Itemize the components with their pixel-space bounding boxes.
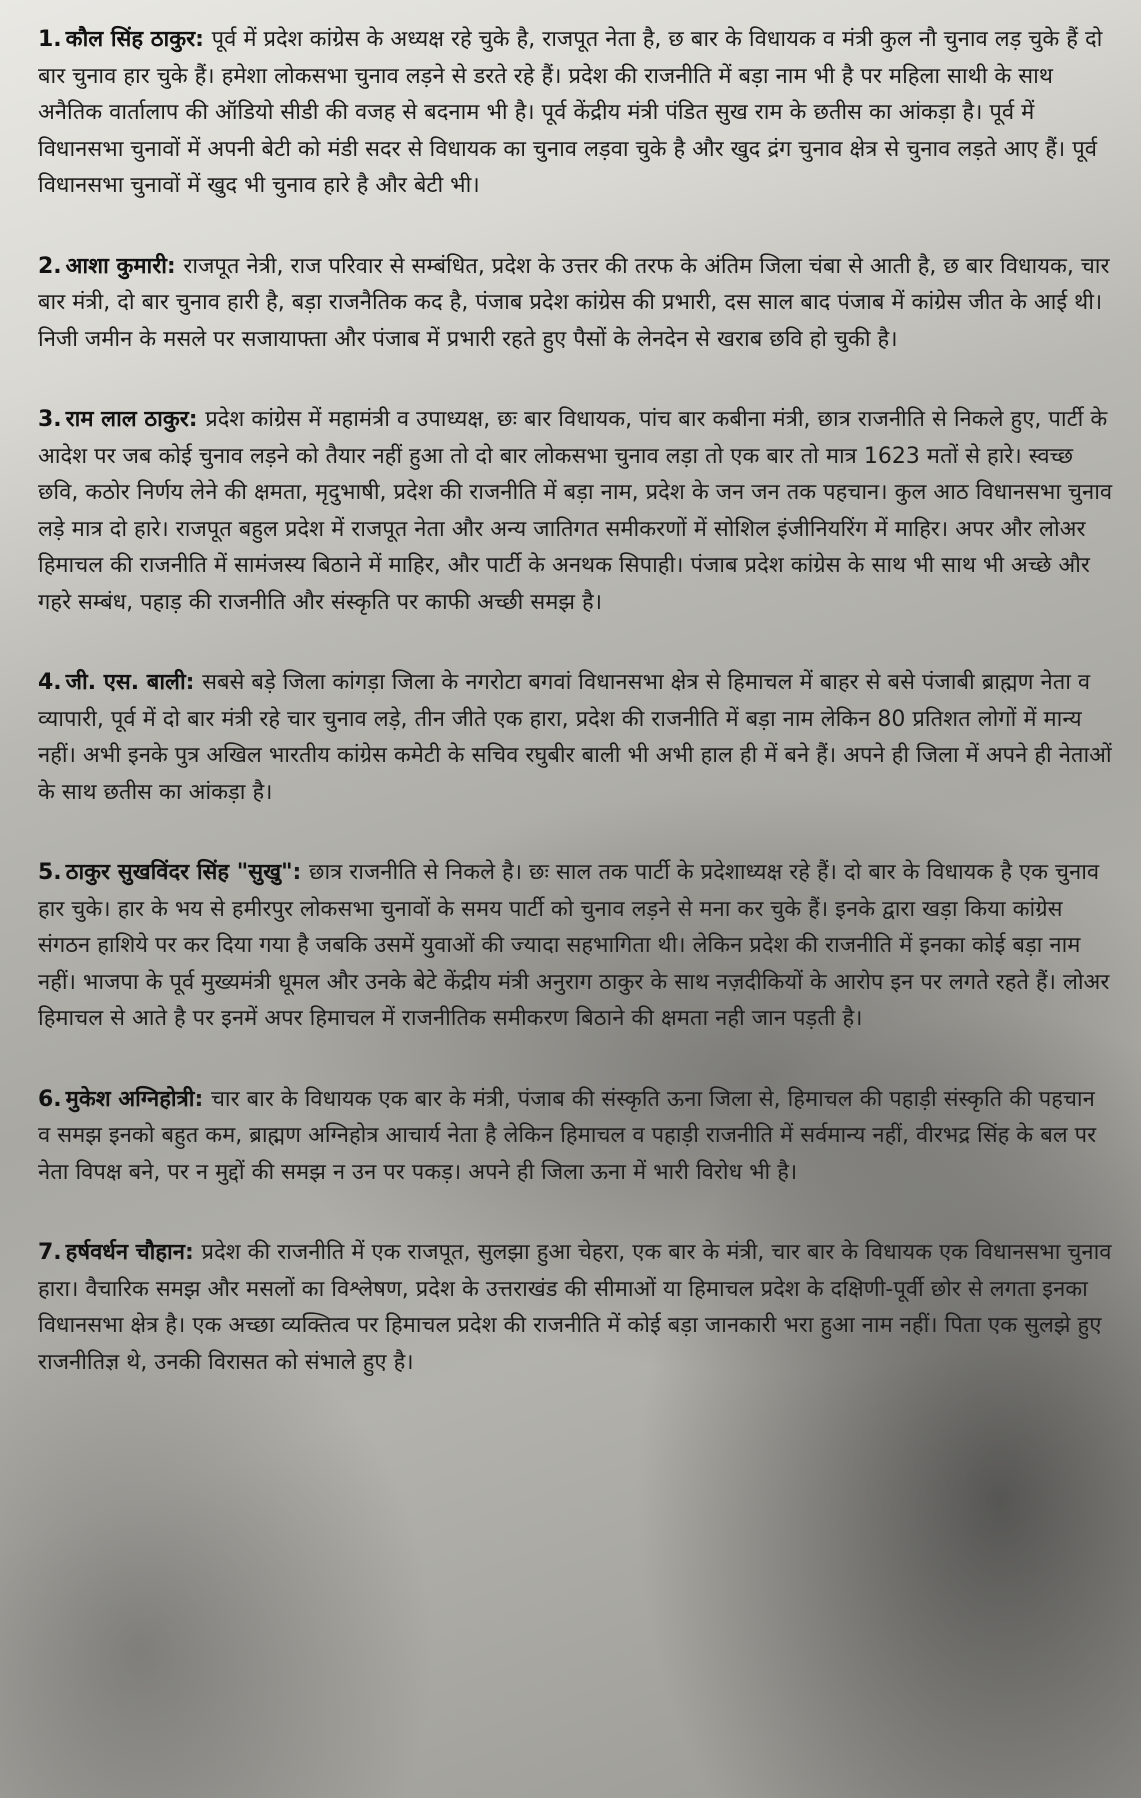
item-number: 5.	[38, 860, 62, 885]
item-number: 3.	[38, 407, 62, 432]
item-name: मुकेश अग्निहोत्री	[65, 1086, 195, 1112]
list-item	[38, 1082, 1113, 1192]
list-item	[38, 402, 1113, 621]
item-number: 2.	[38, 253, 62, 279]
item-number: 6.	[38, 1086, 62, 1112]
item-text: पूर्व में प्रदेश कांग्रेस के अध्यक्ष रहे चुके है, राजपूत नेता है, छ बार के विधायक व मंत्री कुल नौ चुनाव लड़ चुके हैं दो बार चुनाव हार चुके हैं। हमेशा लोकसभा चुनाव लड़ने से डरते रहे हैं। प्रदेश की राजनीति में बड़ा नाम भी है पर महिला साथी के साथ अनैतिक वार्तालाप की ऑडियो सीडी की वजह से बदनाम भी है। पूर्व केंद्रीय मंत्री पंडित सुख राम के छतीस का आंकड़ा है। पूर्व में विधानसभा चुनावों में अपनी बेटी को मंडी सदर से विधायक का चुनाव लड़वा चुके है और खुद द्रंग चुनाव क्षेत्र से चुनाव लड़ते आए हैं। पूर्व विधानसभा चुनावों में खुद भी चुनाव हारे है और बेटी भी।	[38, 27, 1103, 198]
item-name: जी. एस. बाली	[65, 670, 186, 695]
item-number: 7.	[38, 1240, 62, 1265]
item-text: चार बार के विधायक एक बार के मंत्री, पंजाब की संस्कृति ऊना जिला से, हिमाचल की पहाड़ी संस्कृति की पहचान व समझ इनको बहुत कम, ब्राह्मण अग्निहोत्र आचार्य नेता है लेकिन हिमाचल व पहाड़ी राजनीति में सर्वमान्य नहीं, वीरभद्र सिंह के बल पर नेता विपक्ष बने, पर न मुद्दों की समझ न उन पर पकड़। अपने ही जिला ऊना में भारी विरोध भी है।	[38, 1086, 1097, 1185]
list-item	[38, 855, 1113, 1038]
item-paragraph: 7. हर्षवर्धन चौहान: प्रदेश की राजनीति में एक राजपूत, सुलझा हुआ चेहरा, एक बार के मंत्री, चार बार के विधायक एक विधानसभा चुनाव हारा। वैचारिक समझ और मसलों का विश्लेषण, प्रदेश के उत्तराखंड की सीमाओं या हिमाचल प्रदेश के दक्षिणी-पूर्वी छोर से लगता इनका विधानसभा क्षेत्र है। एक अच्छा व्यक्तित्व पर हिमाचल प्रदेश की राजनीति में कोई बड़ा जानकारी भरा हुआ नाम नहीं। पिता एक सुलझे हुए राजनीतिज्ञ थे, उनकी विरासत को संभाले हुए है।	[38, 1240, 1112, 1375]
item-text: प्रदेश कांग्रेस में महामंत्री व उपाध्यक्ष, छः बार विधायक, पांच बार कबीना मंत्री, छात्र राजनीति से निकले हुए, पार्टी के आदेश पर जब कोई चुनाव लड़ने को तैयार नहीं हुआ तो दो बार लोकसभा चुनाव लड़ा तो एक बार तो मात्र 1623 मतों से हारे। स्वच्छ छवि, कठोर निर्णय लेने की क्षमता, मृदुभाषी, प्रदेश की राजनीति में बड़ा नाम, प्रदेश के जन जन तक पहचान। कुल आठ विधानसभा चुनाव लड़े मात्र दो हारे। राजपूत बहुल प्रदेश में राजपूत नेता और अन्य जातिगत समीकरणों में सोशिल इंजीनियरिंग में माहिर। अपर और लोअर हिमाचल की राजनीति में सामंजस्य बिठाने में माहिर, और पार्टी के अनथक सिपाही। पंजाब प्रदेश कांग्रेस के साथ भी साथ भी अच्छे और गहरे सम्बंध, पहाड़ की राजनीति और संस्कृति पर काफी अच्छी समझ है।	[38, 407, 1113, 615]
item-text: राजपूत नेत्री, राज परिवार से सम्बंधित, प्रदेश के उत्तर की तरफ के अंतिम जिला चंबा से आती है, छ बार विधायक, चार बार मंत्री, दो बार चुनाव हारी है, बड़ा राजनैतिक कद है, पंजाब प्रदेश कांग्रेस की प्रभारी, दस साल बाद पंजाब में कांग्रेस जीत के आई थी। निजी जमीन के मसले पर सजायाफ्ता और पंजाब में प्रभारी रहते हुए पैसों के लेनदेन से खराब छवि हो चुकी है।	[38, 253, 1110, 352]
list-item	[38, 665, 1113, 811]
item-name: कौल सिंह ठाकुर	[65, 27, 196, 52]
item-number: 4.	[38, 670, 62, 695]
item-name: आशा कुमारी	[65, 253, 167, 279]
item-number: 1.	[38, 27, 62, 52]
item-paragraph: 5. ठाकुर सुखविंदर सिंह "सुखु": छात्र राजनीति से निकले है। छः साल तक पार्टी के प्रदेशाध्यक्ष रहे हैं। दो बार के विधायक है एक चुनाव हार चुके। हार के भय से हमीरपुर लोकसभा चुनावों के समय पार्टी को चुनाव लड़ने से मना कर चुके हैं। इनके द्वारा खड़ा किया कांग्रेस संगठन हाशिये पर कर दिया गया है जबकि उसमें युवाओं की ज्यादा सहभागिता थी। लेकिन प्रदेश की राजनीति में इनका कोई बड़ा नाम नहीं। भाजपा के पूर्व मुख्यमंत्री धूमल और उनके बेटे केंद्रीय मंत्री अनुराग ठाकुर के साथ नज़दीकियों के आरोप इन पर लगते रहते हैं। लोअर हिमाचल से आते है पर इनमें अपर हिमाचल में राजनीतिक समीकरण बिठाने की क्षमता नही जान पड़ती है।	[38, 860, 1110, 1031]
list-item	[38, 249, 1113, 359]
item-text: प्रदेश की राजनीति में एक राजपूत, सुलझा हुआ चेहरा, एक बार के मंत्री, चार बार के विधायक एक विधानसभा चुनाव हारा। वैचारिक समझ और मसलों का विश्लेषण, प्रदेश के उत्तराखंड की सीमाओं या हिमाचल प्रदेश के दक्षिणी-पूर्वी छोर से लगता इनका विधानसभा क्षेत्र है। एक अच्छा व्यक्तित्व पर हिमाचल प्रदेश की राजनीति में कोई बड़ा जानकारी भरा हुआ नाम नहीं। पिता एक सुलझे हुए राजनीतिज्ञ थे, उनकी विरासत को संभाले हुए है।	[38, 1240, 1112, 1375]
list-item	[38, 1235, 1113, 1381]
item-name: राम लाल ठाकुर	[65, 407, 189, 432]
item-text: छात्र राजनीति से निकले है। छः साल तक पार्टी के प्रदेशाध्यक्ष रहे हैं। दो बार के विधायक है एक चुनाव हार चुके। हार के भय से हमीरपुर लोकसभा चुनावों के समय पार्टी को चुनाव लड़ने से मना कर चुके हैं। इनके द्वारा खड़ा किया कांग्रेस संगठन हाशिये पर कर दिया गया है जबकि उसमें युवाओं की ज्यादा सहभागिता थी। लेकिन प्रदेश की राजनीति में इनका कोई बड़ा नाम नहीं। भाजपा के पूर्व मुख्यमंत्री धूमल और उनके बेटे केंद्रीय मंत्री अनुराग ठाकुर के साथ नज़दीकियों के आरोप इन पर लगते रहते हैं। लोअर हिमाचल से आते है पर इनमें अपर हिमाचल में राजनीतिक समीकरण बिठाने की क्षमता नही जान पड़ती है।	[38, 860, 1110, 1031]
list-item	[38, 22, 1113, 205]
item-paragraph: 4. जी. एस. बाली: सबसे बड़े जिला कांगड़ा जिला के नगरोटा बगवां विधानसभा क्षेत्र से हिमाचल में बाहर से बसे पंजाबी ब्राह्मण नेता व व्यापारी, पूर्व में दो बार मंत्री रहे चार चुनाव लड़े, तीन जीते एक हारा, प्रदेश की राजनीति में बड़ा नाम लेकिन 80 प्रतिशत लोगों में मान्य नहीं। अभी इनके पुत्र अखिल भारतीय कांग्रेस कमेटी के सचिव रघुबीर बाली भी अभी हाल ही में बने हैं। अपने ही जिला में अपने ही नेताओं के साथ छतीस का आंकड़ा है।	[38, 670, 1112, 805]
item-text: सबसे बड़े जिला कांगड़ा जिला के नगरोटा बगवां विधानसभा क्षेत्र से हिमाचल में बाहर से बसे पंजाबी ब्राह्मण नेता व व्यापारी, पूर्व में दो बार मंत्री रहे चार चुनाव लड़े, तीन जीते एक हारा, प्रदेश की राजनीति में बड़ा नाम लेकिन 80 प्रतिशत लोगों में मान्य नहीं। अभी इनके पुत्र अखिल भारतीय कांग्रेस कमेटी के सचिव रघुबीर बाली भी अभी हाल ही में बने हैं। अपने ही जिला में अपने ही नेताओं के साथ छतीस का आंकड़ा है।	[38, 670, 1112, 805]
item-name: ठाकुर सुखविंदर सिंह "सुखु"	[65, 860, 293, 885]
item-name: हर्षवर्धन चौहान	[65, 1240, 185, 1265]
item-paragraph: 3. राम लाल ठाकुर: प्रदेश कांग्रेस में महामंत्री व उपाध्यक्ष, छः बार विधायक, पांच बार कबीना मंत्री, छात्र राजनीति से निकले हुए, पार्टी के आदेश पर जब कोई चुनाव लड़ने को तैयार नहीं हुआ तो दो बार लोकसभा चुनाव लड़ा तो एक बार तो मात्र 1623 मतों से हारे। स्वच्छ छवि, कठोर निर्णय लेने की क्षमता, मृदुभाषी, प्रदेश की राजनीति में बड़ा नाम, प्रदेश के जन जन तक पहचान। कुल आठ विधानसभा चुनाव लड़े मात्र दो हारे। राजपूत बहुल प्रदेश में राजपूत नेता और अन्य जातिगत समीकरणों में सोशिल इंजीनियरिंग में माहिर। अपर और लोअर हिमाचल की राजनीति में सामंजस्य बिठाने में माहिर, और पार्टी के अनथक सिपाही। पंजाब प्रदेश कांग्रेस के साथ भी साथ भी अच्छे और गहरे सम्बंध, पहाड़ की राजनीति और संस्कृति पर काफी अच्छी समझ है।	[38, 407, 1113, 615]
item-paragraph: 2. आशा कुमारी: राजपूत नेत्री, राज परिवार से सम्बंधित, प्रदेश के उत्तर की तरफ के अंतिम जिला चंबा से आती है, छ बार विधायक, चार बार मंत्री, दो बार चुनाव हारी है, बड़ा राजनैतिक कद है, पंजाब प्रदेश कांग्रेस की प्रभारी, दस साल बाद पंजाब में कांग्रेस जीत के आई थी। निजी जमीन के मसले पर सजायाफ्ता और पंजाब में प्रभारी रहते हुए पैसों के लेनदेन से खराब छवि हो चुकी है।	[38, 253, 1110, 352]
candidate-list	[38, 22, 1113, 1425]
item-paragraph: 6. मुकेश अग्निहोत्री: चार बार के विधायक एक बार के मंत्री, पंजाब की संस्कृति ऊना जिला से, हिमाचल की पहाड़ी संस्कृति की पहचान व समझ इनको बहुत कम, ब्राह्मण अग्निहोत्र आचार्य नेता है लेकिन हिमाचल व पहाड़ी राजनीति में सर्वमान्य नहीं, वीरभद्र सिंह के बल पर नेता विपक्ष बने, पर न मुद्दों की समझ न उन पर पकड़। अपने ही जिला ऊना में भारी विरोध भी है।	[38, 1086, 1097, 1185]
item-paragraph: 1. कौल सिंह ठाकुर: पूर्व में प्रदेश कांग्रेस के अध्यक्ष रहे चुके है, राजपूत नेता है, छ बार के विधायक व मंत्री कुल नौ चुनाव लड़ चुके हैं दो बार चुनाव हार चुके हैं। हमेशा लोकसभा चुनाव लड़ने से डरते रहे हैं। प्रदेश की राजनीति में बड़ा नाम भी है पर महिला साथी के साथ अनैतिक वार्तालाप की ऑडियो सीडी की वजह से बदनाम भी है। पूर्व केंद्रीय मंत्री पंडित सुख राम के छतीस का आंकड़ा है। पूर्व में विधानसभा चुनावों में अपनी बेटी को मंडी सदर से विधायक का चुनाव लड़वा चुके है और खुद द्रंग चुनाव क्षेत्र से चुनाव लड़ते आए हैं। पूर्व विधानसभा चुनावों में खुद भी चुनाव हारे है और बेटी भी।	[38, 27, 1103, 198]
